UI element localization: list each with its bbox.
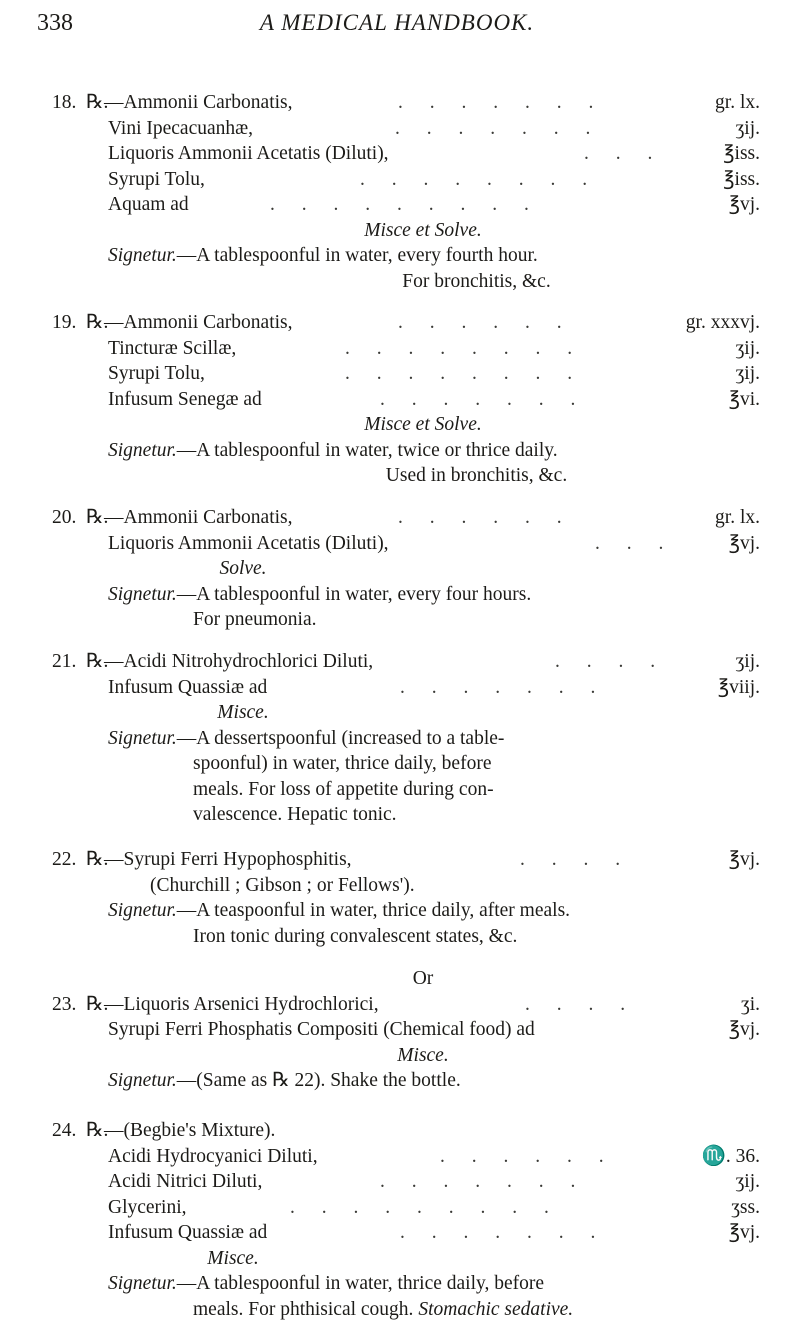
misce-line bbox=[0, 1043, 800, 1069]
recipe-symbol: ℞. bbox=[86, 1120, 109, 1141]
ingredient-line bbox=[0, 90, 800, 116]
ingredient-name: —Ammonii Carbonatis, bbox=[104, 92, 293, 113]
ingredient-quantity: ʒi. bbox=[741, 993, 760, 1015]
ingredient-quantity: ʒij. bbox=[735, 363, 760, 384]
signetur-continuation bbox=[0, 777, 800, 803]
ingredient-quantity: ℥viij. bbox=[717, 676, 760, 698]
misce-instruction: Misce et Solve. bbox=[364, 414, 482, 435]
misce-instruction: Misce. bbox=[217, 702, 269, 723]
prescription-19 bbox=[0, 310, 800, 489]
signetur-line bbox=[0, 726, 800, 752]
ingredient-quantity: ʒss. bbox=[731, 1196, 760, 1218]
leader-dots: . . . . bbox=[555, 651, 667, 672]
leader-dots: . . . . . . . . bbox=[360, 168, 599, 190]
leader-dots: . . . . bbox=[525, 993, 637, 1015]
leader-dots: . . . . . . . . . bbox=[270, 194, 540, 215]
signetur bbox=[108, 1271, 760, 1297]
ingredient-line bbox=[0, 992, 800, 1018]
ingredient-quantity: ʒij. bbox=[735, 117, 760, 139]
signetur bbox=[108, 582, 760, 608]
indication-text: Used in bronchitis, &c. bbox=[385, 465, 568, 486]
misce-line bbox=[0, 412, 800, 438]
ingredient-line bbox=[0, 675, 800, 701]
ingredient-name: Aquam ad bbox=[108, 194, 189, 215]
ingredient-line bbox=[0, 310, 800, 336]
misce-line bbox=[0, 556, 800, 582]
ingredient-line bbox=[0, 167, 800, 193]
recipe-symbol: ℞. bbox=[86, 507, 109, 528]
indication-text: valescence. Hepatic tonic. bbox=[193, 804, 397, 825]
ingredient-name: —Ammonii Carbonatis, bbox=[104, 312, 293, 333]
running-title: A MEDICAL HANDBOOK. bbox=[259, 10, 535, 35]
leader-dots: . . . . . . . . . bbox=[290, 1196, 560, 1218]
prescription-22 bbox=[0, 847, 800, 949]
signetur-line bbox=[0, 243, 800, 269]
signetur-line bbox=[0, 438, 800, 464]
misce-line bbox=[0, 700, 800, 726]
prescription-number: 19. bbox=[52, 312, 77, 333]
indication-class: Stomachic sedative. bbox=[418, 1298, 574, 1320]
misce-instruction: Misce et Solve. bbox=[364, 219, 482, 241]
signetur-continuation bbox=[0, 269, 800, 295]
signetur-text: —(Same as ℞ 22). Shake the bottle. bbox=[176, 1070, 461, 1091]
signetur-label: Signetur. bbox=[108, 245, 177, 266]
leader-dots: . . . bbox=[584, 143, 664, 164]
prescription-23 bbox=[0, 966, 800, 1094]
ingredient-name: Acidi Nitrici Diluti, bbox=[108, 1171, 263, 1192]
ingredient-line bbox=[0, 1144, 800, 1170]
signetur-continuation bbox=[0, 924, 800, 950]
ingredient-quantity: gr. lx. bbox=[715, 92, 760, 113]
indication-text: spoonful) in water, thrice daily, before bbox=[193, 753, 492, 774]
or-line bbox=[0, 966, 800, 992]
ingredient-name: Infusum Senegæ ad bbox=[108, 388, 262, 410]
ingredient-line bbox=[0, 649, 800, 675]
signetur-label: Signetur. bbox=[108, 727, 177, 749]
prescription-18 bbox=[0, 90, 800, 294]
ingredient-name: Vini Ipecacuanhæ, bbox=[108, 117, 254, 139]
ingredient-quantity: ♏. 36. bbox=[701, 1145, 760, 1167]
signetur-continuation bbox=[0, 802, 800, 828]
ingredient-line bbox=[0, 116, 800, 142]
indication-text: For pneumonia. bbox=[193, 609, 317, 630]
leader-dots: . . . . . . . bbox=[400, 676, 607, 698]
ingredient-quantity: ℥vj. bbox=[728, 1019, 760, 1040]
ingredient-name: —Syrupi Ferri Hypophosphitis, bbox=[104, 849, 352, 870]
leader-dots: . . . . . . bbox=[398, 312, 573, 333]
signetur bbox=[108, 726, 760, 752]
ingredient-line bbox=[0, 1169, 800, 1195]
ingredient-quantity: ℥iss. bbox=[723, 143, 760, 164]
ingredient-quantity: ℥vi. bbox=[728, 388, 760, 410]
ingredient-name: Syrupi Tolu, bbox=[108, 363, 205, 384]
ingredient-quantity: ℥vj. bbox=[728, 1222, 760, 1243]
indication-text: meals. For phthisical cough. bbox=[193, 1298, 414, 1320]
signetur-line bbox=[0, 582, 800, 608]
ingredient-name: Tincturæ Scillæ, bbox=[108, 337, 237, 359]
signetur-continuation bbox=[0, 751, 800, 777]
ingredient-line bbox=[0, 873, 800, 899]
leader-dots: . . . . . . . . bbox=[345, 363, 584, 384]
signetur-line bbox=[0, 1068, 800, 1094]
leader-dots: . . . . bbox=[520, 849, 632, 870]
ingredient-quantity: ℥vj. bbox=[728, 532, 760, 554]
prescription-24 bbox=[0, 1118, 800, 1322]
signetur-text: —A tablespoonful in water, thrice daily, before bbox=[176, 1273, 545, 1294]
recipe-symbol: ℞. bbox=[86, 993, 109, 1015]
signetur-continuation bbox=[0, 607, 800, 633]
misce-instruction: Misce. bbox=[397, 1044, 449, 1066]
signetur-label: Signetur. bbox=[108, 1070, 177, 1091]
prescription-20 bbox=[0, 505, 800, 633]
ingredient-quantity: ʒij. bbox=[735, 1171, 760, 1192]
signetur-label: Signetur. bbox=[108, 583, 177, 605]
signetur-text: —A tablespoonful in water, every four hours. bbox=[176, 583, 532, 605]
ingredient-quantity: ℥iss. bbox=[723, 168, 760, 190]
signetur-line bbox=[0, 1271, 800, 1297]
misce-line bbox=[0, 218, 800, 244]
ingredient-name: Acidi Hydrocyanici Diluti, bbox=[108, 1145, 318, 1167]
recipe-symbol: ℞. bbox=[86, 849, 109, 870]
leader-dots: . . . . . . bbox=[398, 507, 573, 528]
ingredient-name: Glycerini, bbox=[108, 1196, 187, 1218]
signetur-label: Signetur. bbox=[108, 900, 177, 921]
ingredient-name: —Acidi Nitrohydrochlorici Diluti, bbox=[104, 651, 374, 672]
ingredient-name: Liquoris Ammonii Acetatis (Diluti), bbox=[108, 143, 389, 164]
leader-dots: . . . bbox=[595, 532, 675, 554]
prescription-21 bbox=[0, 649, 800, 828]
ingredient-name: Infusum Quassiæ ad bbox=[108, 1222, 268, 1243]
leader-dots: . . . . . . . bbox=[398, 92, 605, 113]
signetur-label: Signetur. bbox=[108, 439, 177, 461]
leader-dots: . . . . . . . bbox=[395, 117, 602, 139]
signetur-text: —A tablespoonful in water, twice or thrice daily. bbox=[176, 439, 558, 461]
leader-dots: . . . . . . . bbox=[380, 388, 587, 410]
indication-text: meals. For loss of appetite during con- bbox=[193, 778, 494, 800]
signetur bbox=[108, 243, 760, 269]
prescription-number: 24. bbox=[52, 1120, 77, 1141]
signetur bbox=[108, 1068, 760, 1094]
ingredient-line bbox=[0, 192, 800, 218]
ingredient-line bbox=[0, 1017, 800, 1043]
ingredient-line bbox=[0, 1220, 800, 1246]
misce-instruction: Solve. bbox=[219, 558, 267, 579]
misce-instruction: Misce. bbox=[207, 1247, 259, 1269]
signetur-label: Signetur. bbox=[108, 1273, 177, 1294]
ingredient-name: Syrupi Tolu, bbox=[108, 168, 205, 190]
ingredient-name: Liquoris Ammonii Acetatis (Diluti), bbox=[108, 532, 389, 554]
ingredient-quantity: ʒij. bbox=[735, 651, 760, 672]
page-number: 338 bbox=[37, 10, 73, 36]
ingredient-quantity: ℥vj. bbox=[728, 849, 760, 870]
ingredient-line bbox=[0, 361, 800, 387]
page-header bbox=[37, 10, 757, 40]
indication bbox=[193, 1297, 760, 1323]
ingredient-name: Infusum Quassiæ ad bbox=[108, 676, 268, 698]
signetur-line bbox=[0, 898, 800, 924]
ingredient-line bbox=[0, 1195, 800, 1221]
recipe-symbol: ℞. bbox=[86, 92, 109, 113]
leader-dots: . . . . . . bbox=[440, 1145, 615, 1167]
signetur bbox=[108, 438, 760, 464]
alternative-connector: Or bbox=[412, 968, 434, 989]
ingredient-quantity: ℥vj. bbox=[728, 194, 760, 215]
ingredient-line bbox=[0, 336, 800, 362]
prescription-number: 23. bbox=[52, 993, 77, 1015]
ingredient-line bbox=[0, 505, 800, 531]
signetur-continuation bbox=[0, 1297, 800, 1323]
ingredient-quantity: ʒij. bbox=[735, 337, 760, 359]
ingredient-note: (Churchill ; Gibson ; or Fellows'). bbox=[150, 874, 415, 896]
recipe-symbol: ℞. bbox=[86, 312, 109, 333]
recipe-symbol: ℞. bbox=[86, 651, 109, 672]
prescription-number: 18. bbox=[52, 92, 77, 113]
signetur-text: —A tablespoonful in water, every fourth hour. bbox=[176, 245, 538, 266]
ingredient-name: —Ammonii Carbonatis, bbox=[104, 507, 293, 528]
ingredient-name: —Liquoris Arsenici Hydrochlorici, bbox=[104, 993, 379, 1015]
signetur-text: —A teaspoonful in water, thrice daily, after meals. bbox=[176, 900, 571, 921]
prescription-number: 20. bbox=[52, 507, 77, 528]
ingredient-name: —(Begbie's Mixture). bbox=[104, 1120, 276, 1141]
ingredient-name: Syrupi Ferri Phosphatis Compositi (Chemical food) ad bbox=[108, 1019, 535, 1040]
indication-text: Iron tonic during convalescent states, &c. bbox=[193, 925, 518, 947]
leader-dots: . . . . . . . bbox=[400, 1222, 607, 1243]
signetur bbox=[108, 898, 760, 924]
misce-line bbox=[0, 1246, 800, 1272]
ingredient-line bbox=[0, 1118, 800, 1144]
ingredient-quantity: gr. xxxvj. bbox=[685, 312, 760, 333]
ingredient-line bbox=[0, 141, 800, 167]
ingredient-line bbox=[0, 387, 800, 413]
ingredient-quantity: gr. lx. bbox=[715, 507, 760, 528]
indication-text: For bronchitis, &c. bbox=[402, 270, 551, 292]
prescription-number: 21. bbox=[52, 651, 77, 672]
signetur-continuation bbox=[0, 463, 800, 489]
ingredient-line bbox=[0, 847, 800, 873]
leader-dots: . . . . . . . . bbox=[345, 337, 584, 359]
ingredient-line bbox=[0, 531, 800, 557]
leader-dots: . . . . . . . bbox=[380, 1171, 587, 1192]
prescription-number: 22. bbox=[52, 849, 77, 870]
signetur-text: —A dessertspoonful (increased to a table- bbox=[176, 727, 505, 749]
